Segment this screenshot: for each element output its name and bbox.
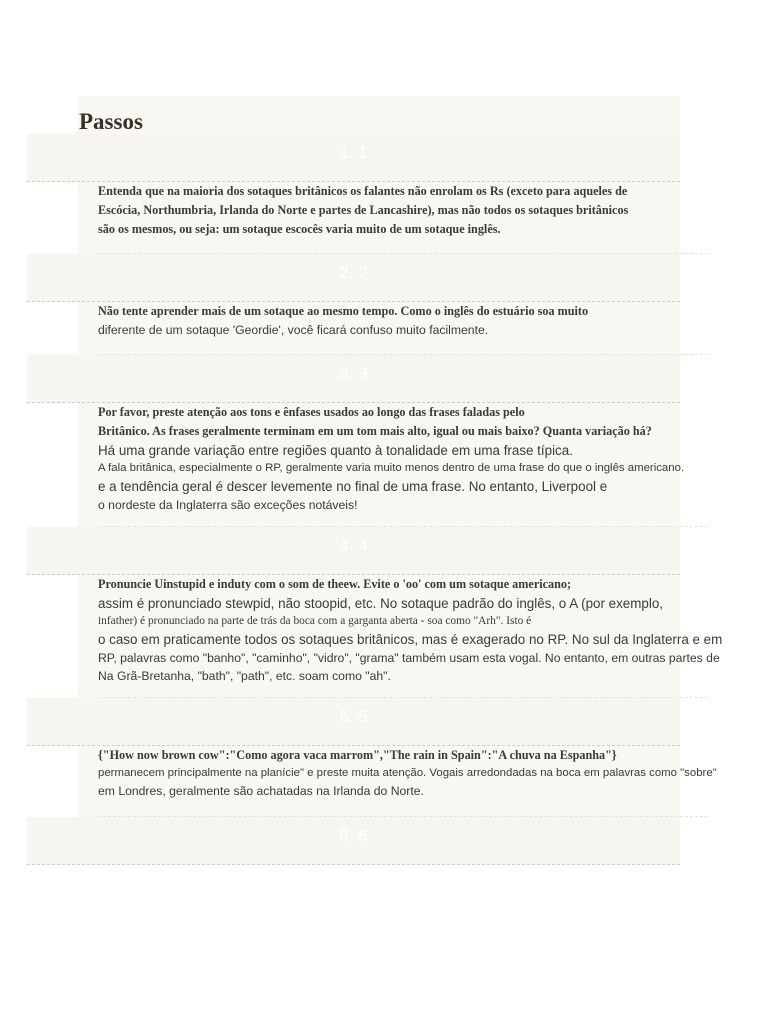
step-number: 3. 3 [339,364,368,383]
step-number: 6. 6 [339,826,368,845]
step-text-line: permanecem principalmente na planície" e preste muita atenção. Vogais arredondadas na boca em palavras como "sobre" [98,767,717,779]
step-number: 2. 2 [339,263,368,282]
step-text-line: Por favor, preste atenção aos tons e ênfases usados ao longo das frases faladas pelo [98,405,525,419]
step-number: 5. 5 [339,707,368,726]
step-text-line: em Londres, geralmente são achatadas na Irlanda do Norte. [98,784,424,798]
step-number: 1. 1 [339,143,368,162]
page-title: Passos [79,109,143,134]
step-header-3 [27,355,680,403]
step-text-line: diferente de um sotaque 'Geordie', você ficará confuso muito facilmente. [98,323,489,337]
step-body-4 [98,575,723,698]
step-body-3 [98,403,708,527]
step-text-line: RP, palavras como "banho", "caminho", "vidro", "grama" também usam esta vogal. No entanto, em outras partes de [98,651,720,665]
step-text-line: Escócia, Northumbria, Irlanda do Norte e partes de Lancashire), mas não todos os sotaques britânicos [98,203,629,217]
step-body-2 [98,302,708,355]
step-header-5 [27,698,680,746]
step-text-line: Entenda que na maioria dos sotaques britânicos os falantes não enrolam os Rs (exceto para aqueles de [98,184,628,198]
step-text-line: o nordeste da Inglaterra são exceções notáveis! [98,498,358,512]
step-text-line: assim é pronunciado stewpid, não stoopid, etc. No sotaque padrão do inglês, o A (por exemplo, [98,596,663,611]
step-body-5 [98,746,717,817]
step-text-line: Na Grã-Bretanha, "bath", "path", etc. soam como "ah". [98,669,391,683]
step-text-line: Há uma grande variação entre regiões quanto à tonalidade em uma frase típica. [98,443,573,458]
step-header-2 [27,254,680,302]
step-text-line: {"How now brown cow":"Como agora vaca marrom","The rain in Spain":"A chuva na Espanha"} [98,748,617,762]
step-text-line: o caso em praticamente todos os sotaques britânicos, mas é exagerado no RP. No sul da Inglaterra e em [98,632,723,647]
step-text-line: Não tente aprender mais de um sotaque ao mesmo tempo. Como o inglês do estuário soa muito [98,304,589,318]
step-body-1 [98,182,708,254]
step-number: 4. 4 [339,536,368,555]
step-text-line: são os mesmos, ou seja: um sotaque escocês varia muito de um sotaque inglês. [98,222,501,236]
step-header-4 [27,527,680,575]
step-header-1 [27,134,680,182]
step-text-line: A fala britânica, especialmente o RP, geralmente varia muito menos dentro de uma frase do que o inglês americano. [98,462,685,474]
step-text-line: Pronuncie Uinstupid e induty com o som de theew. Evite o 'oo' com um sotaque americano; [98,577,572,591]
step-text-line: Britânico. As frases geralmente terminam em um tom mais alto, igual ou mais baixo? Quanta variação há? [98,424,652,438]
step-header-6 [27,817,680,865]
step-text-line: e a tendência geral é descer levemente no final de uma frase. No entanto, Liverpool e [98,479,608,494]
step-text-line: infather) é pronunciado na parte de trás da boca com a garganta aberta - soa como "Arh". Isto é [98,615,532,627]
